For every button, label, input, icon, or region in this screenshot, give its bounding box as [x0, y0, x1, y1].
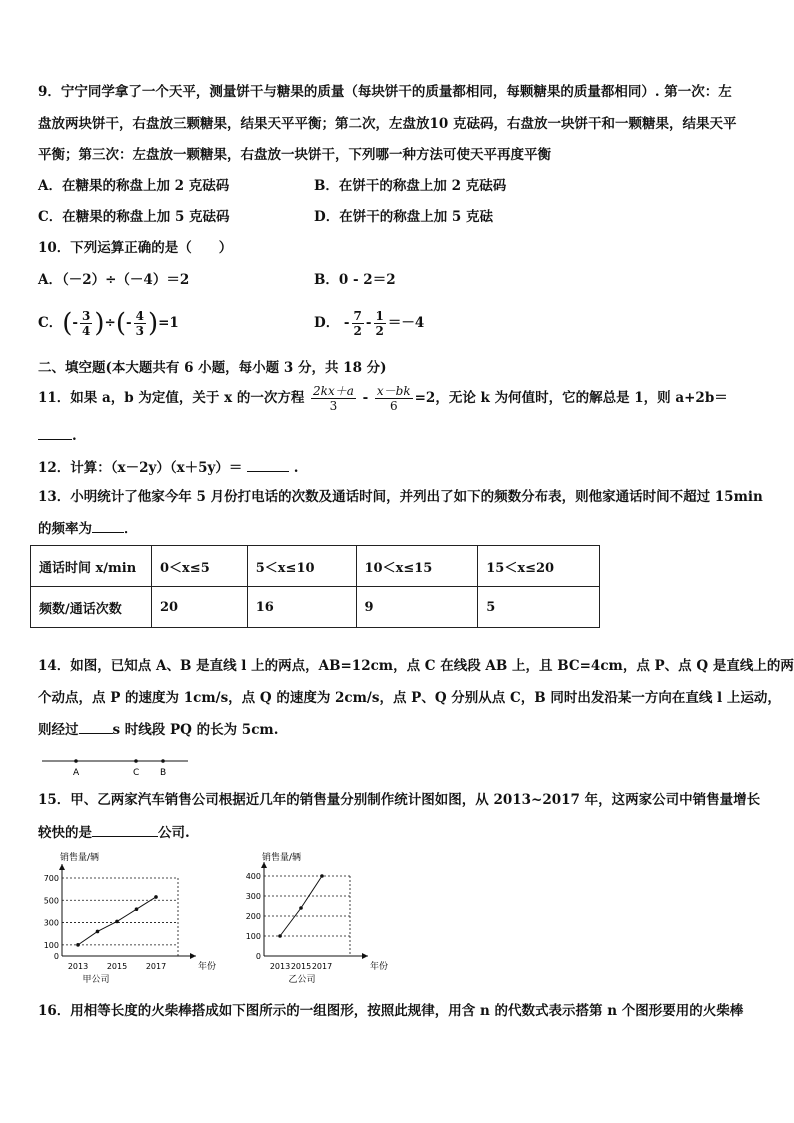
section-2-heading: 二、填空题(本大题共有 6 小题，每小题 3 分，共 18 分)	[38, 360, 387, 376]
q13-line-1: 13．小明统计了他家今年 5 月份打电话的次数及通话时间，并列出了如下的频数分布表，则他家通话时间不超过 15min	[38, 489, 763, 505]
q14-line-figure	[38, 752, 198, 778]
chart-caption: 乙公司	[288, 975, 316, 985]
q10-option-d-label: D．	[314, 315, 340, 331]
q9-option-d: D．在饼干的称盘上加 5 克砝	[314, 209, 493, 225]
q14-line-3: 则经过 s 时线段 PQ 的长为 5cm.	[38, 719, 278, 740]
q15-answer-blank[interactable]	[92, 822, 158, 837]
q12-line: 12．计算：（x－2y）（x＋5y）＝ .	[38, 457, 298, 478]
chart-caption: 甲公司	[82, 975, 110, 985]
label-a: A	[73, 768, 80, 778]
data-point	[299, 906, 303, 910]
q11-line-1: 11．如果 a，b 为定值，关于 x 的一次方程 $\frac{2kx+a}{3}$ - $\frac{x-bk}{6}$ =2，无论 k 为何值时，它的解总是 1，则 a+2b＝	[38, 384, 728, 413]
table-header-cell: 0＜x≤5	[152, 546, 248, 587]
y-tick-label: 300	[43, 918, 59, 928]
y-tick-label: 200	[245, 912, 261, 921]
q10-d-fraction-2: $\frac{1}{2}$	[375, 309, 384, 338]
table-header-cell: 10＜x≤15	[356, 546, 478, 587]
label-c: C	[133, 768, 140, 778]
q11-fraction-1: $\frac{2kx+a}{3}$	[313, 384, 354, 413]
q11-answer-blank[interactable]	[38, 425, 72, 440]
q16-line-1: 16．用相等长度的火柴棒搭成如下图所示的一组图形，按照此规律，用含 n 的代数式表示搭第 n 个图形要用的火柴棒	[38, 1003, 744, 1019]
table-cell: 频数/通话次数	[31, 587, 152, 628]
y-tick-label: 300	[245, 892, 261, 901]
q13-answer-blank[interactable]	[92, 518, 124, 533]
x-axis-label: 年份	[198, 962, 217, 972]
y-tick-label: 100	[43, 940, 59, 950]
y-tick-label: 400	[245, 872, 261, 881]
q10-option-d: D． - $\frac{7}{2}$ - $\frac{1}{2}$ ＝－4	[314, 309, 425, 338]
table-cell: 5	[478, 587, 600, 628]
x-tick-label: 2015	[106, 962, 128, 971]
q10-c-fraction-2: $\frac{4}{3}$	[135, 309, 144, 338]
origin-label: 0	[53, 952, 59, 961]
x-tick-label: 2017	[311, 962, 333, 971]
q9-option-b: B．在饼干的称盘上加 2 克砝码	[314, 178, 507, 194]
table-cell: 20	[152, 587, 248, 628]
data-point	[154, 895, 158, 899]
y-tick-label: 100	[245, 932, 261, 941]
q12-answer-blank[interactable]	[247, 457, 289, 472]
q10-c-fraction-1: $\frac{3}{4}$	[82, 309, 91, 338]
series-line	[280, 876, 322, 936]
data-point	[320, 874, 324, 878]
table-cell: 16	[247, 587, 356, 628]
table-row	[31, 587, 600, 628]
q14-line-2: 个动点，点 P 的速度为 1cm/s，点 Q 的速度为 2cm/s，点 P、Q 分别从点 C，B 同时出发沿某一方向在直线 l 上运动，	[38, 690, 781, 706]
chart-company-yi	[238, 848, 388, 990]
q11-fraction-2: $\frac{x-bk}{6}$	[376, 384, 411, 413]
frequency-table	[30, 545, 600, 628]
data-point	[76, 943, 80, 947]
q10-stem: 10．下列运算正确的是（ ）	[38, 240, 233, 256]
q15-line-1: 15．甲、乙两家汽车销售公司根据近几年的销售量分别制作统计图如图，从 2013~2017 年，这两家公司中销售量增长	[38, 792, 761, 808]
y-axis-label: 销售量/辆	[60, 853, 100, 863]
q10-option-a: A．（－2）÷（－4）＝2	[38, 272, 190, 288]
x-tick-label: 2015	[290, 962, 312, 971]
q15-line-2: 较快的是 公司.	[38, 822, 190, 843]
q10-option-c-label: C．	[38, 315, 63, 331]
y-tick-label: 500	[43, 896, 59, 906]
q11-answer-line: .	[38, 425, 77, 446]
point-a	[74, 759, 78, 763]
y-axis-label: 销售量/辆	[262, 853, 302, 863]
q13-line-2: 的频率为 ．	[38, 518, 138, 539]
q9-line-2: 盘放两块饼干，右盘放三颗糖果，结果天平平衡；第二次，左盘放10 克砝码，右盘放一块饼干和一颗糖果，结果天平	[38, 116, 737, 132]
y-axis-arrow	[59, 864, 65, 870]
table-header-cell: 5＜x≤10	[247, 546, 356, 587]
data-point	[135, 907, 139, 911]
q10-option-c: C．(- $\frac{3}{4}$ )÷(- $\frac{4}{3}$ )=1	[38, 308, 179, 339]
data-point	[96, 930, 100, 934]
chart-company-jia	[30, 848, 220, 990]
x-axis-arrow	[190, 953, 196, 959]
point-c	[134, 759, 138, 763]
q10-d-fraction-1: $\frac{7}{2}$	[353, 309, 362, 338]
data-point	[115, 920, 119, 924]
x-tick-label: 2013	[269, 962, 291, 971]
y-tick-label: 700	[43, 874, 59, 883]
table-cell: 9	[356, 587, 478, 628]
origin-label: 0	[255, 952, 261, 961]
table-row	[31, 546, 600, 587]
q9-line-1: 9．宁宁同学拿了一个天平，测量饼干与糖果的质量（每块饼干的质量都相同，每颗糖果的质量都相同）. 第一次：左	[38, 84, 732, 100]
x-axis-label: 年份	[370, 962, 388, 972]
data-point	[278, 934, 282, 938]
point-b	[161, 759, 165, 763]
x-tick-label: 2013	[67, 962, 89, 971]
q9-option-a: A．在糖果的称盘上加 2 克砝码	[38, 178, 230, 194]
x-axis-arrow	[362, 953, 368, 959]
q9-line-3: 平衡；第三次：左盘放一颗糖果，右盘放一块饼干，下列哪一种方法可使天平再度平衡	[38, 147, 551, 163]
table-header-cell: 通话时间 x/min	[31, 546, 152, 587]
q10-option-b: B．0 - 2＝2	[314, 272, 396, 288]
q14-line-1: 14．如图，已知点 A、B 是直线 l 上的两点，AB=12cm，点 C 在线段 AB 上，且 BC=4cm，点 P、点 Q 是直线上的两	[38, 658, 794, 674]
x-tick-label: 2017	[145, 962, 167, 971]
q14-answer-blank[interactable]	[79, 719, 113, 734]
label-b: B	[160, 768, 167, 778]
q9-option-c: C．在糖果的称盘上加 5 克砝码	[38, 209, 230, 225]
table-header-cell: 15＜x≤20	[478, 546, 600, 587]
